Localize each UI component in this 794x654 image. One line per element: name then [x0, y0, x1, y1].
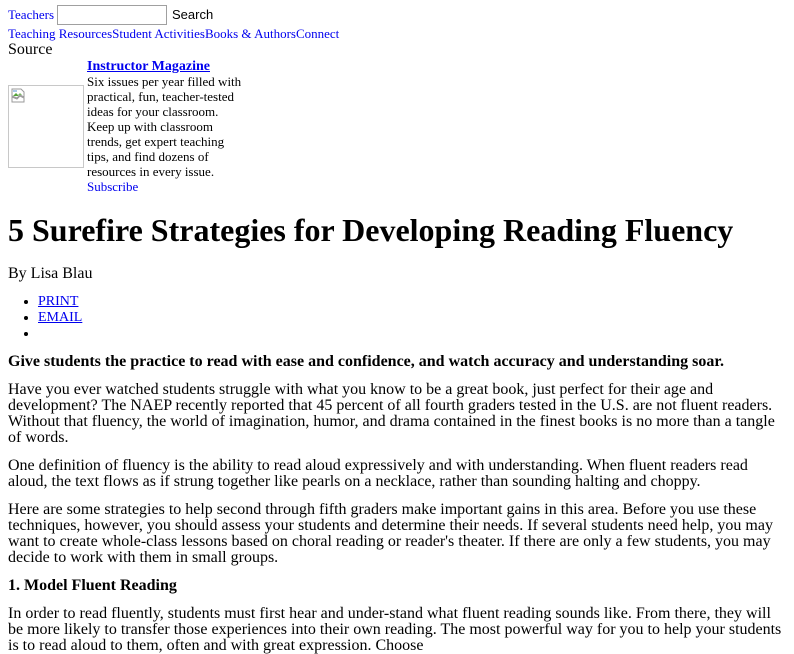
- top-bar: [8, 4, 786, 26]
- article-paragraph-2: One definition of fluency is the ability to read aloud expressively and with understanding. When fluent readers read aloud, the text flows as if strung together like pearls on a necklace, rather than sounding halting and choppy.: [8, 457, 748, 490]
- main-nav: [8, 26, 786, 42]
- article-paragraph-1: Have you ever watched students struggle with what you know to be a great book, just perfect for their age and development? The NAEP recently reported that 45 percent of all fourth graders tested in the U.S. are not fluent readers. Without that fluency, the world of imagination, humor, and drama contained in the finest books is no more than a tangle of words.: [8, 381, 775, 446]
- search-input[interactable]: [57, 5, 167, 25]
- article-actions: [8, 294, 786, 342]
- magazine-description: Six issues per year filled with practical, fun, teacher-tested ideas for your classroom. Keep up with classroom trends, get expert teaching tips, and find dozens of resources in every issue.: [87, 74, 242, 179]
- article-title: 5 Surefire Strategies for Developing Reading Fluency: [8, 212, 734, 248]
- teachers-link[interactable]: Teachers: [8, 7, 55, 22]
- section-1-paragraph: In order to read fluently, students must first hear and under-stand what fluent reading sounds like. From there, they will be more likely to transfer those experiences into their own reading. The most powerful way for you to help your students is to read aloud to them, often and with great expression. Choose: [8, 605, 782, 654]
- email-link[interactable]: EMAIL: [38, 310, 83, 325]
- article-paragraph-3: Here are some strategies to help second through fifth graders make important gains in this area. Before you use these techniques, however, you should assess your students and determine their needs. If several students need help, you may want to create whole-class lessons based on choral reading or reader's theater. If there are only a few students, you may decide to work with them in small groups.: [8, 501, 773, 566]
- nav-connect[interactable]: Connect: [295, 26, 340, 41]
- search-button-label[interactable]: Search: [172, 7, 214, 22]
- instructor-magazine-link[interactable]: Instructor Magazine: [87, 59, 210, 74]
- magazine-promo-text: [87, 58, 248, 194]
- nav-books-authors[interactable]: Books & Authors: [204, 26, 296, 41]
- action-print-item: [38, 294, 786, 310]
- broken-image-icon: [11, 88, 25, 103]
- print-link[interactable]: PRINT: [38, 294, 79, 309]
- article-byline: By Lisa Blau: [8, 265, 93, 282]
- magazine-image-placeholder: [8, 85, 84, 168]
- action-empty-item: [38, 326, 786, 342]
- nav-student-activities[interactable]: Student Activities: [112, 26, 205, 41]
- nav-teaching-resources[interactable]: Teaching Resources: [8, 26, 113, 41]
- action-email-item: [38, 310, 786, 326]
- source-label: Source: [8, 41, 53, 58]
- section-heading-1: 1. Model Fluent Reading: [8, 577, 177, 594]
- magazine-promo: [8, 58, 786, 194]
- subscribe-link[interactable]: Subscribe: [87, 179, 139, 194]
- article-lede: Give students the practice to read with ease and confidence, and watch accuracy and understanding soar.: [8, 353, 725, 370]
